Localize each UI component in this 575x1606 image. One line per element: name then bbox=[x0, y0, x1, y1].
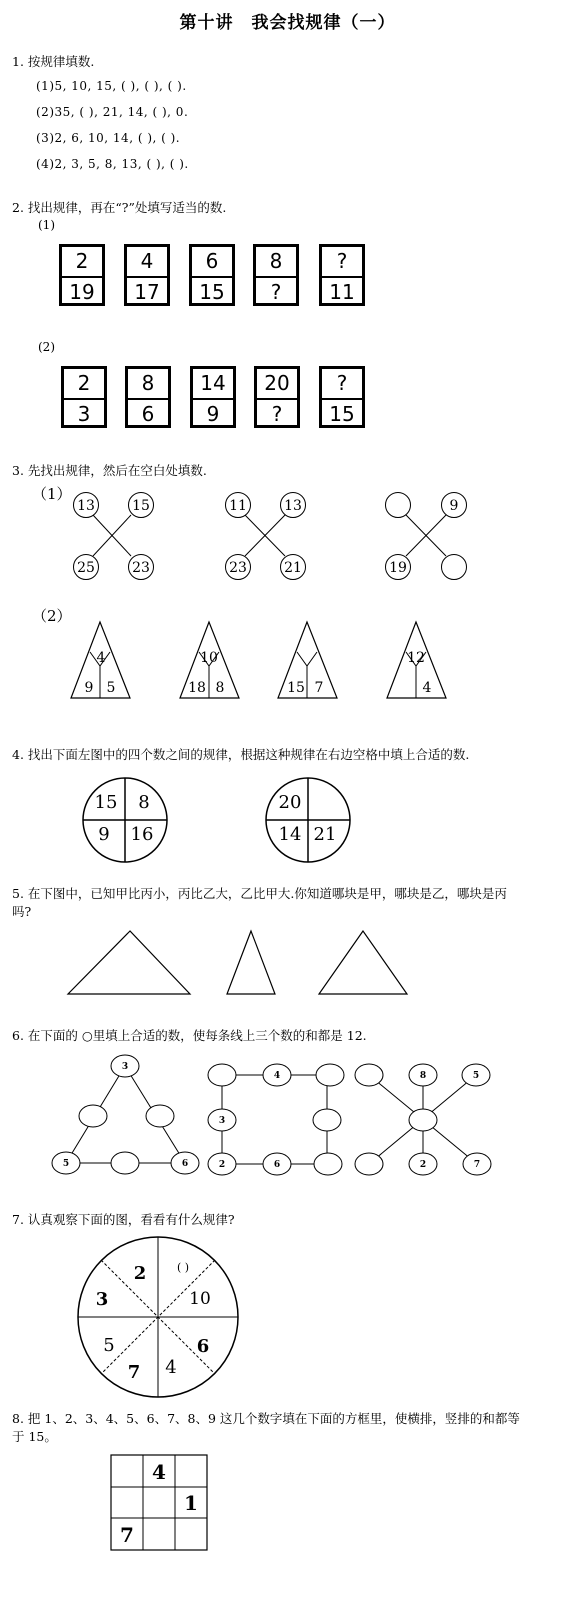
wheel-value: 10 bbox=[189, 1289, 211, 1309]
wheel-value: 6 bbox=[196, 1336, 210, 1357]
card-bottom: 3 bbox=[77, 402, 91, 426]
node-value: 7 bbox=[473, 1160, 481, 1170]
wheel-value: 3 bbox=[95, 1289, 109, 1310]
cross-value: 23 bbox=[229, 560, 247, 576]
number-card bbox=[125, 366, 171, 428]
split-triangle bbox=[387, 622, 446, 698]
circle-value: 16 bbox=[130, 824, 154, 845]
node-value: 8 bbox=[419, 1071, 427, 1081]
cross-value: 9 bbox=[449, 498, 459, 514]
card-bottom: ? bbox=[270, 280, 282, 304]
q8-prompt-line2: 于 15。 bbox=[12, 1429, 57, 1444]
cross-diagram bbox=[386, 493, 467, 580]
q3-part2-label: （2） bbox=[32, 607, 72, 625]
card-top: 8 bbox=[128, 369, 168, 400]
q2-prompt: 2. 找出规律，再在“?”处填写适当的数. bbox=[12, 200, 227, 215]
number-card bbox=[190, 366, 236, 428]
grid-cell: 7 bbox=[120, 1523, 134, 1547]
q8-prompt-line1: 8. 把 1、2、3、4、5、6、7、8、9 这几个数字填在下面的方框里，使横排，竖排的和都等 bbox=[12, 1411, 520, 1426]
split-triangle bbox=[180, 622, 239, 698]
number-circle bbox=[83, 778, 167, 862]
large-triangle bbox=[68, 931, 190, 994]
card-top: 6 bbox=[192, 247, 232, 278]
card-top: ? bbox=[322, 369, 362, 400]
card-top: 4 bbox=[127, 247, 167, 278]
q5-prompt-line1: 5. 在下图中，已知甲比丙小，丙比乙大，乙比甲大.你知道哪块是甲，哪块是乙，哪块是丙 bbox=[12, 886, 507, 901]
medium-triangle bbox=[319, 931, 407, 994]
number-card bbox=[61, 366, 107, 428]
node-value: 3 bbox=[121, 1062, 129, 1072]
card-top: ? bbox=[322, 247, 362, 278]
triangle-value: 4 bbox=[422, 680, 432, 696]
wheel-value: 2 bbox=[133, 1263, 147, 1284]
cross-value: 21 bbox=[284, 560, 302, 576]
circle-value: 14 bbox=[278, 824, 302, 845]
square-puzzle bbox=[208, 1064, 344, 1175]
node-value: 5 bbox=[472, 1071, 480, 1081]
cross-value: 13 bbox=[284, 498, 302, 514]
q8-figure bbox=[0, 1450, 575, 1600]
grid-cell: 1 bbox=[184, 1491, 198, 1515]
card-bottom: 11 bbox=[329, 280, 355, 304]
q1-item: (2)35, ( ), 21, 14, ( ), 0. bbox=[36, 105, 189, 119]
cross-diagram bbox=[226, 493, 306, 580]
q2-part1-label: (1) bbox=[38, 218, 55, 232]
circle-value: 9 bbox=[98, 824, 110, 845]
triangle-value: 9 bbox=[84, 680, 94, 696]
card-top: 8 bbox=[256, 247, 296, 278]
q4-prompt: 4. 找出下面左图中的四个数之间的规律，根据这种规律在右边空格中填上合适的数. bbox=[12, 747, 470, 762]
q3-figures bbox=[0, 480, 575, 710]
sector-wheel bbox=[78, 1237, 238, 1397]
node-value: 2 bbox=[218, 1160, 226, 1170]
star-puzzle bbox=[355, 1064, 491, 1175]
cross-value: 25 bbox=[77, 560, 95, 576]
triangle-value: 4 bbox=[96, 650, 106, 666]
node-value: 2 bbox=[419, 1160, 427, 1170]
cross-value: 11 bbox=[229, 498, 247, 514]
number-circle bbox=[266, 778, 350, 862]
cross-value: 19 bbox=[389, 560, 407, 576]
wheel-value: 5 bbox=[103, 1335, 115, 1356]
card-bottom: 17 bbox=[134, 280, 160, 304]
q5-figures bbox=[0, 925, 575, 1000]
node-value: 3 bbox=[218, 1116, 226, 1126]
triangle-value: 8 bbox=[215, 680, 225, 696]
q7-prompt: 7. 认真观察下面的图，看看有什么规律? bbox=[12, 1212, 235, 1227]
triangle-value: 10 bbox=[200, 650, 218, 666]
q2-part2-label: (2) bbox=[38, 340, 55, 354]
card-top: 14 bbox=[193, 369, 233, 400]
card-top: 2 bbox=[62, 247, 102, 278]
node-value: 6 bbox=[181, 1159, 189, 1169]
triangle-value: 15 bbox=[287, 680, 305, 696]
grid-cell: 4 bbox=[152, 1460, 166, 1484]
circle-value: 8 bbox=[138, 792, 150, 813]
number-card bbox=[319, 244, 365, 306]
number-card bbox=[189, 244, 235, 306]
q1-item: (1)5, 10, 15, ( ), ( ), ( ). bbox=[36, 79, 187, 93]
triangle-puzzle bbox=[52, 1055, 199, 1174]
cross-value: 13 bbox=[77, 498, 95, 514]
magic-square-grid bbox=[111, 1455, 207, 1550]
number-card bbox=[59, 244, 105, 306]
cross-value: 15 bbox=[132, 498, 150, 514]
card-top: 20 bbox=[257, 369, 297, 400]
q6-figures bbox=[0, 1048, 575, 1183]
circle-value: 15 bbox=[94, 792, 118, 813]
number-card bbox=[253, 244, 299, 306]
card-bottom: 19 bbox=[69, 280, 95, 304]
q3-part1-label: （1） bbox=[32, 485, 72, 503]
number-card bbox=[319, 366, 365, 428]
q7-figure bbox=[0, 1232, 575, 1404]
wheel-value: 7 bbox=[127, 1362, 141, 1383]
narrow-triangle bbox=[227, 931, 275, 994]
triangle-value: 12 bbox=[407, 650, 425, 666]
split-triangle bbox=[278, 622, 337, 698]
cross-diagram bbox=[74, 493, 154, 580]
q1-item: (3)2, 6, 10, 14, ( ), ( ). bbox=[36, 131, 181, 145]
q5-prompt-line2: 吗? bbox=[12, 904, 32, 919]
card-bottom: 15 bbox=[199, 280, 225, 304]
cross-value: 23 bbox=[132, 560, 150, 576]
q1-item: (4)2, 3, 5, 8, 13, ( ), ( ). bbox=[36, 157, 189, 171]
number-card bbox=[254, 366, 300, 428]
circle-value: 20 bbox=[278, 792, 302, 813]
wheel-value: 4 bbox=[165, 1357, 177, 1378]
node-value: 5 bbox=[62, 1159, 70, 1169]
node-value: 4 bbox=[273, 1071, 281, 1081]
card-bottom: 15 bbox=[329, 402, 355, 426]
wheel-value: ( ) bbox=[176, 1261, 190, 1274]
split-triangle bbox=[71, 622, 130, 698]
card-bottom: 9 bbox=[206, 402, 220, 426]
page-title: 第十讲 我会找规律（一） bbox=[179, 13, 396, 33]
triangle-value: 5 bbox=[106, 680, 116, 696]
number-card bbox=[124, 244, 170, 306]
q1-prompt: 1. 按规律填数. bbox=[12, 54, 95, 69]
q4-figures bbox=[0, 772, 575, 868]
q3-prompt: 3. 先找出规律，然后在空白处填数. bbox=[12, 463, 207, 478]
triangle-value: 18 bbox=[188, 680, 206, 696]
card-bottom: 6 bbox=[141, 402, 155, 426]
triangle-value: 7 bbox=[314, 680, 324, 696]
card-top: 2 bbox=[64, 369, 104, 400]
q6-prompt: 6. 在下面的 ○里填上合适的数，使每条线上三个数的和都是 12. bbox=[12, 1028, 367, 1043]
node-value: 6 bbox=[273, 1160, 281, 1170]
circle-value: 21 bbox=[313, 824, 337, 845]
card-bottom: ? bbox=[271, 402, 283, 426]
